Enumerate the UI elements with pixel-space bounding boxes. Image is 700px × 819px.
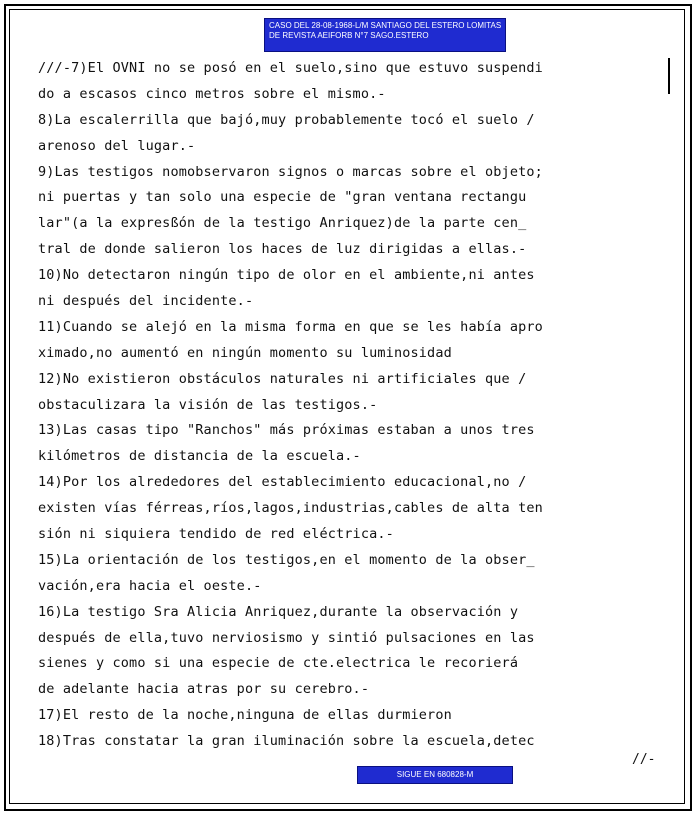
text-line: kilómetros de distancia de la escuela.- <box>38 448 361 465</box>
text-line: ximado,no aumentó en ningún momento su luminosidad <box>38 344 452 361</box>
case-header-stamp <box>264 18 506 52</box>
text-line: ///-7)El OVNI no se posó en el suelo,sino que estuvo suspendi <box>38 60 543 76</box>
text-line: después de ella,tuvo nerviosismo y sintió pulsaciones en las <box>38 629 535 646</box>
text-line: 8)La escalerrilla que bajó,muy probablemente tocó el suelo / <box>38 111 535 128</box>
case-header-line-2: DE REVISTA AEIFORB N°7 SAGO.ESTERO <box>269 31 429 40</box>
text-line: existen vías férreas,ríos,lagos,industrias,cables de alta ten <box>38 500 543 517</box>
text-line: arenoso del lugar.- <box>38 137 196 154</box>
case-header-line-1: CASO DEL 28-08-1968-L/M SANTIAGO DEL ESTERO LOMITAS <box>269 21 501 30</box>
text-line: 12)No existieron obstáculos naturales ni artificiales que / <box>38 370 527 387</box>
text-line: lar"(a la expresßón de la testigo Anriquez)de la parte cen_ <box>38 215 527 232</box>
text-line: 16)La testigo Sra Alicia Anriquez,durante la observación y <box>38 603 519 620</box>
text-line: sienes y como si una especie de cte.electrica le recorierá <box>38 655 519 672</box>
text-line: 17)El resto de la noche,ninguna de ellas durmieron <box>38 707 452 724</box>
text-line: tral de donde salieron los haces de luz dirigidas a ellas.- <box>38 241 527 258</box>
text-line: 9)Las testigos nomobservaron signos o marcas sobre el objeto; <box>38 163 543 180</box>
text-line: 18)Tras constatar la gran iluminación sobre la escuela,detec <box>38 733 535 750</box>
text-line: sión ni siquiera tendido de red eléctrica.- <box>38 526 394 543</box>
text-line: do a escasos cinco metros sobre el mismo.- <box>38 85 386 102</box>
text-line: 10)No detectaron ningún tipo de olor en el ambiente,ni antes <box>38 267 535 284</box>
text-line: ni puertas y tan solo una especie de "gran ventana rectangu <box>38 189 527 206</box>
typewritten-text <box>38 56 672 755</box>
text-line: 14)Por los alrededores del establecimiento educacional,no / <box>38 474 527 491</box>
text-line: 13)Las casas tipo "Ranchos" más próximas estaban a unos tres <box>38 422 535 439</box>
page-continuation-mark: //- <box>632 752 656 767</box>
continuation-stamp-text: SIGUE EN 680828-M <box>396 770 474 779</box>
text-line: de adelante hacia atras por su cerebro.- <box>38 681 370 698</box>
text-line: 15)La orientación de los testigos,en el momento de la obser_ <box>38 551 535 568</box>
text-line: obstaculizara la visión de las testigos.- <box>38 396 378 413</box>
text-line: vación,era hacia el oeste.- <box>38 577 262 594</box>
text-line: ni después del incidente.- <box>38 293 254 310</box>
continuation-stamp <box>357 766 513 784</box>
text-line: 11)Cuando se alejó en la misma forma en que se les había apro <box>38 318 543 335</box>
